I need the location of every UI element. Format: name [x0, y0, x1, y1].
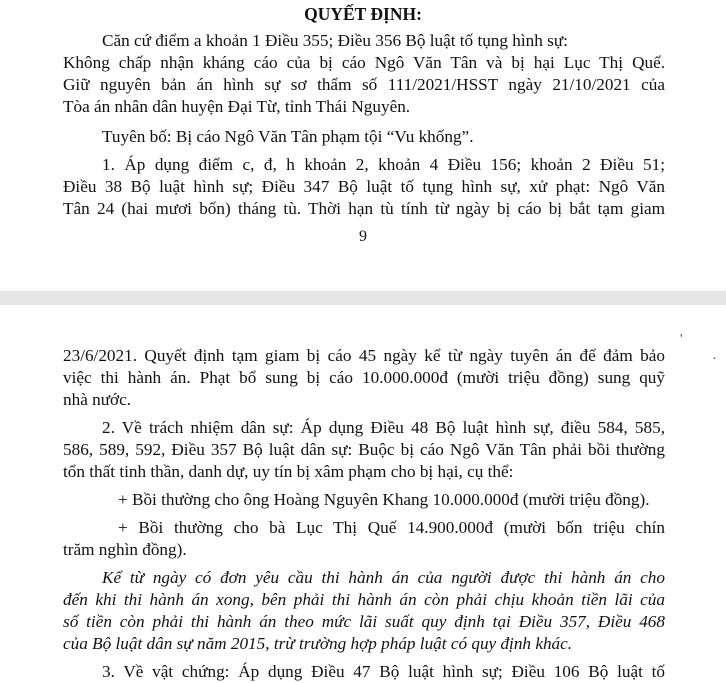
- paragraph-line: của Bộ luật dân sự năm 2015, trừ trường hợp pháp luật có quy định khác.: [63, 634, 573, 653]
- paragraph-line: việc thi hành án. Phạt bổ sung bị cáo 10.000.000đ (mười triệu đồng) sung quỹ: [63, 368, 665, 387]
- decision-heading: QUYẾT ĐỊNH:: [304, 4, 422, 24]
- paragraph-line: số tiền còn phải thi hành án theo mức lãi suất quy định tại Điều 357, Điều 468: [63, 612, 665, 631]
- paragraph-line: đến khi thi hành án xong, bên phải thi hành án còn phải chịu khoản tiền lãi của: [63, 590, 665, 609]
- paragraph-line: trăm nghìn đồng).: [63, 540, 187, 559]
- paragraph-line: Tân 24 (hai mươi bốn) tháng tù. Thời hạn tù tính từ ngày bị cáo bị bắt tạm giam: [63, 199, 665, 218]
- paragraph-line: Không chấp nhận kháng cáo của bị cáo Ngô Văn Tân và bị hại Lục Thị Quế.: [63, 53, 665, 72]
- scan-speck: ': [680, 332, 683, 347]
- paragraph-line: Kể từ ngày có đơn yêu cầu thi hành án của người được thi hành án cho: [102, 568, 665, 587]
- paragraph-line: Tuyên bố: Bị cáo Ngô Văn Tân phạm tội “Vu khống”.: [102, 127, 474, 146]
- paragraph-line: nhà nước.: [63, 390, 132, 409]
- paragraph-line: 3. Về vật chứng: Áp dụng Điều 47 Bộ luật hình sự; Điều 106 Bộ luật tố: [102, 662, 665, 681]
- document-page-bottom: [0, 305, 726, 683]
- paragraph-line: Giữ nguyên bản án hình sự sơ thẩm số 111/2021/HSST ngày 21/10/2021 của: [63, 75, 665, 94]
- paragraph-line: Căn cứ điểm a khoản 1 Điều 355; Điều 356 Bộ luật tố tụng hình sự:: [102, 31, 568, 50]
- paragraph-line: + Bồi thường cho ông Hoàng Nguyên Khang 10.000.000đ (mười triệu đồng).: [118, 490, 650, 509]
- page-separator: [0, 291, 726, 305]
- paragraph-line: 2. Về trách nhiệm dân sự: Áp dụng Điều 48 Bộ luật hình sự, điều 584, 585,: [102, 418, 665, 437]
- paragraph-line: tổn thất tinh thần, danh dự, uy tín bị xâm phạm cho bị hại, cụ thể:: [63, 462, 514, 481]
- paragraph-line: + Bồi thường cho bà Lục Thị Quế 14.900.000đ (mười bốn triệu chín: [118, 518, 665, 537]
- paragraph-line: Điều 38 Bộ luật hình sự; Điều 347 Bộ luật tố tụng hình sự, xử phạt: Ngô Văn: [63, 177, 665, 196]
- scan-speck: ·: [712, 352, 717, 367]
- page-number: 9: [359, 228, 367, 245]
- paragraph-line: Tòa án nhân dân huyện Đại Từ, tỉnh Thái Nguyên.: [63, 97, 411, 116]
- paragraph-line: 586, 589, 592, Điều 357 Bộ luật dân sự: Buộc bị cáo Ngô Văn Tân phải bồi thường: [63, 440, 665, 459]
- document-page-top: [0, 0, 726, 291]
- paragraph-line: 23/6/2021. Quyết định tạm giam bị cáo 45 ngày kể từ ngày tuyên án để đảm bảo: [63, 346, 665, 365]
- paragraph-line: 1. Áp dụng điểm c, đ, h khoản 2, khoản 4 Điều 156; khoản 2 Điều 51;: [102, 155, 665, 174]
